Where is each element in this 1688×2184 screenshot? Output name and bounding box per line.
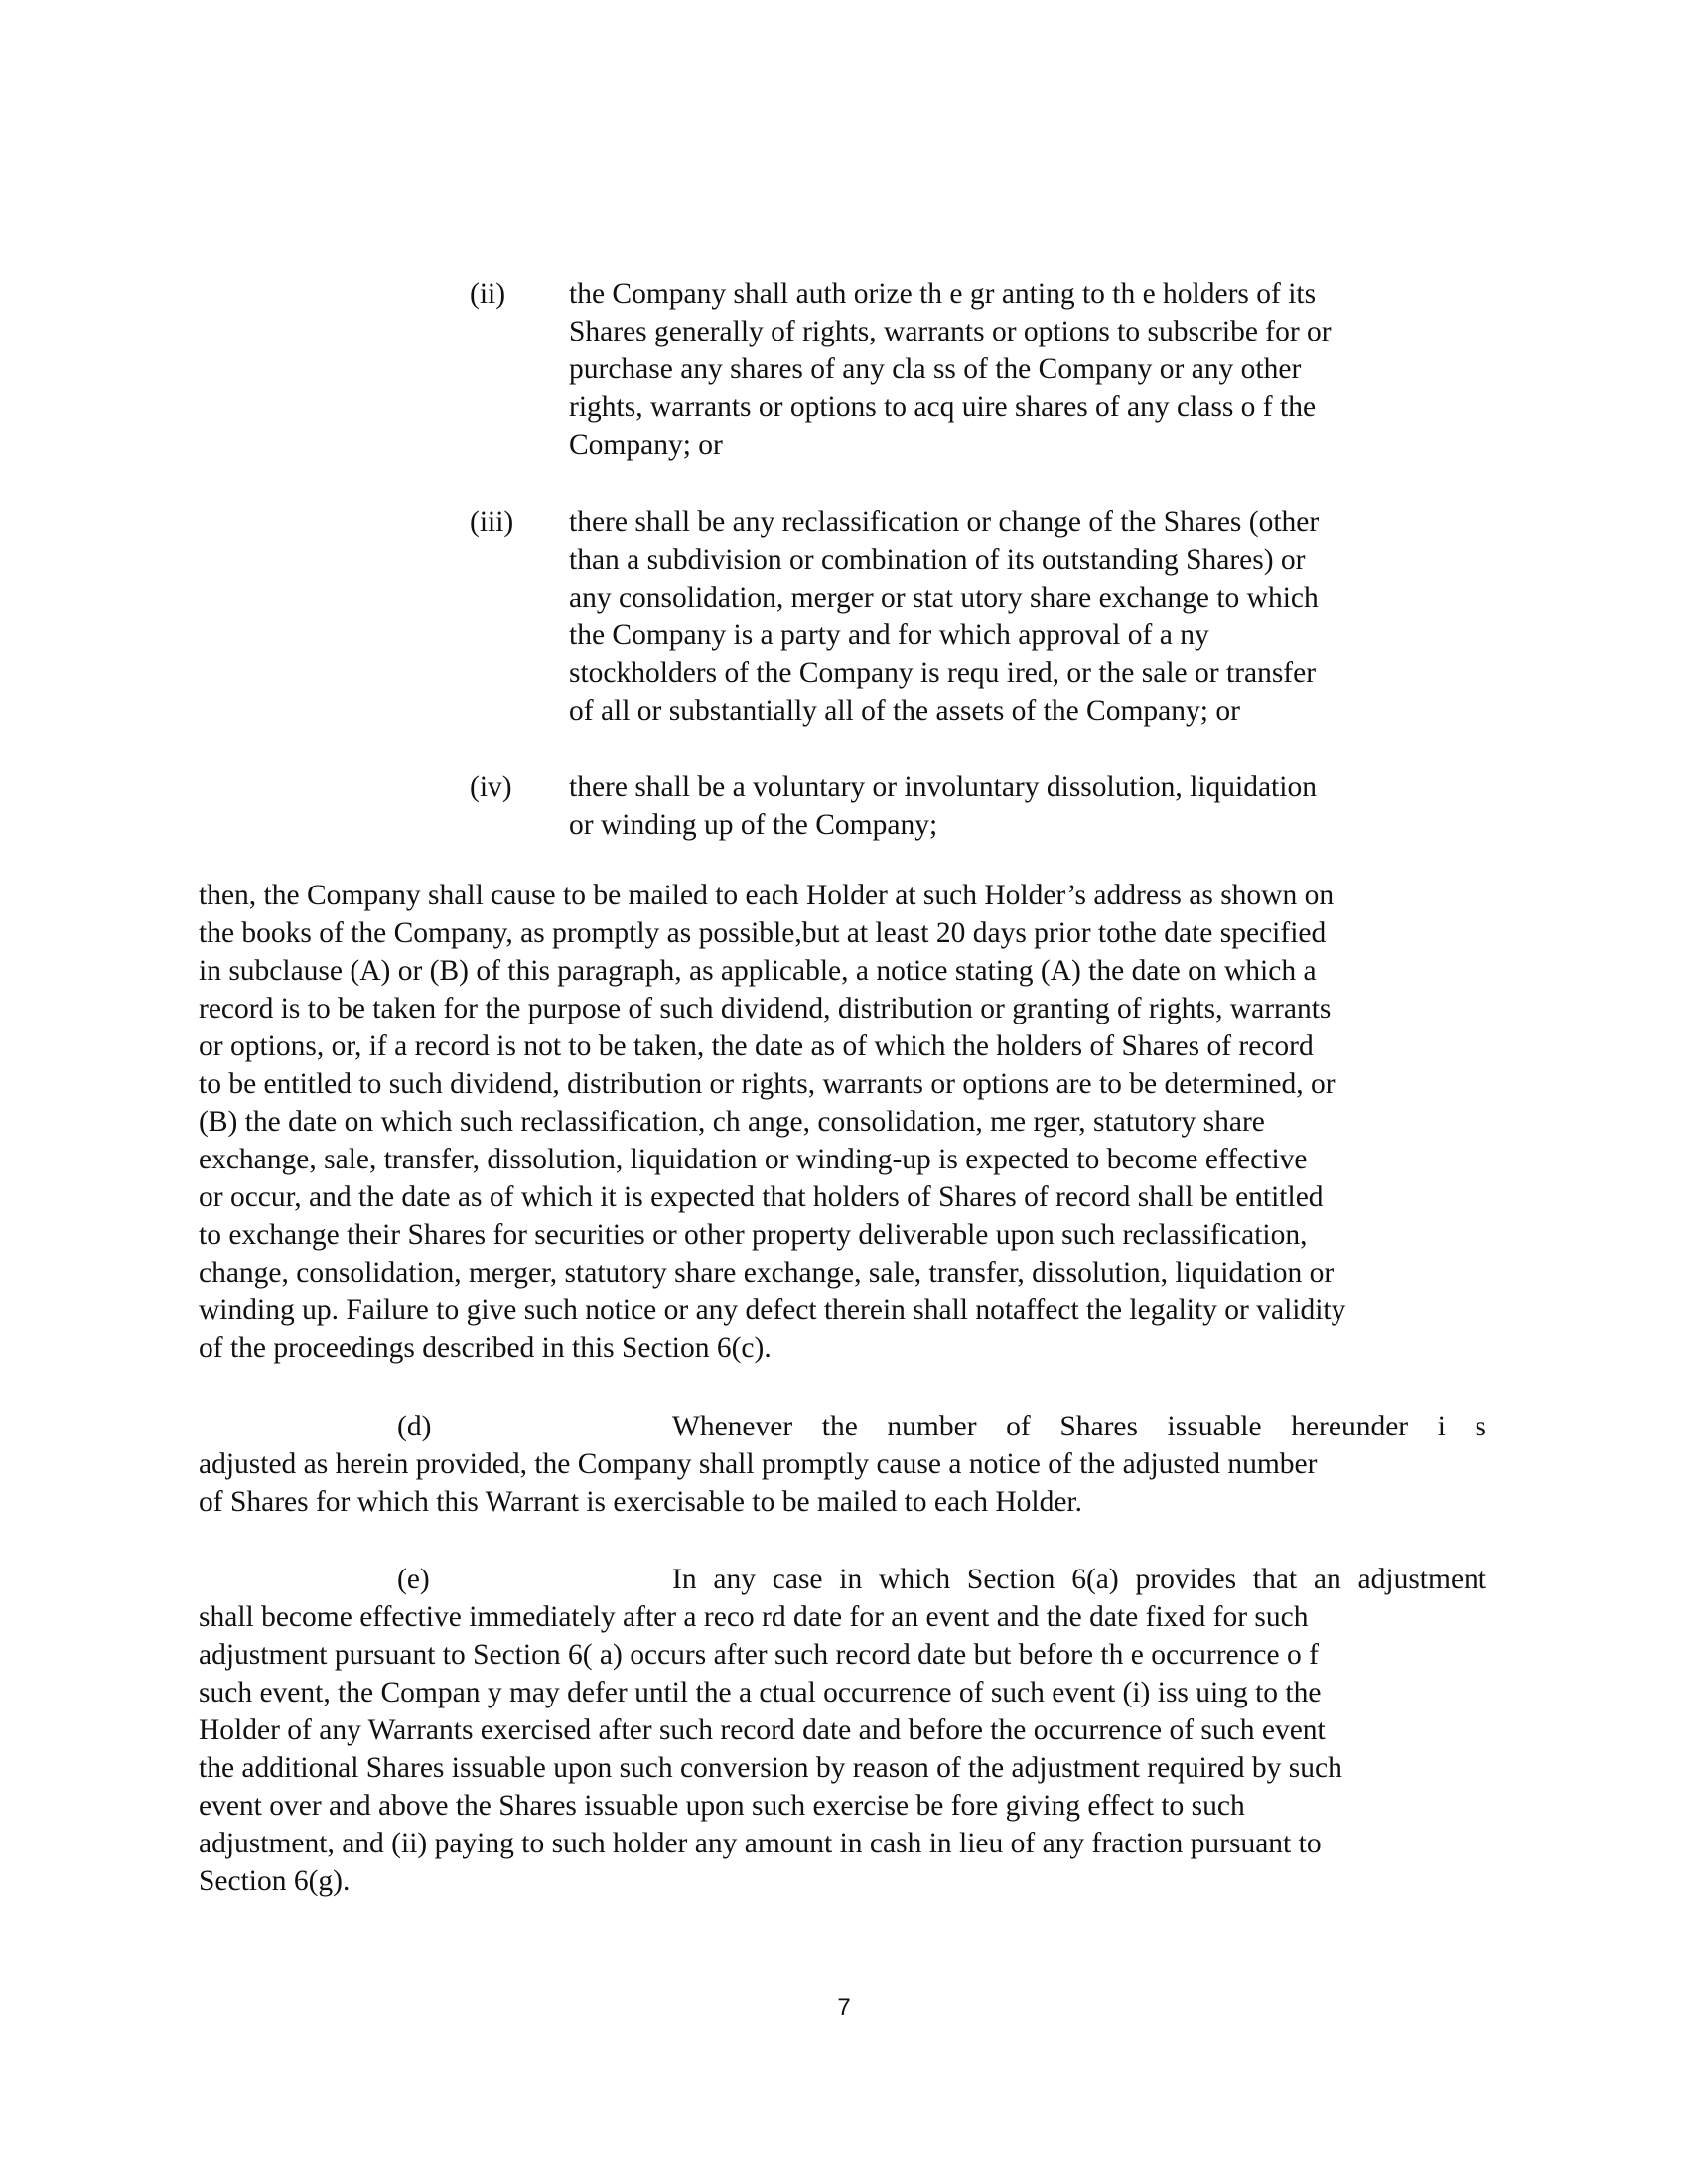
page-number: 7	[837, 1994, 851, 2021]
section-e-first-line: In any case in which Section 6(a) provides that an adjustment	[672, 1564, 1486, 1595]
section-e-text: shall become effective immediately after a reco rd date for an event and the date fixed for such adjustment pursuant to Section 6( a) occurs after such record date but before th e occurrence o f such event, the Compan y may defer until the a ctual occurrence of such event (i) iss uing to the Holder of any Warrants exercised after such record date and before the occurrence of such event the additional Shares issuable upon such conversion by reason of the adjustment required by such event over and above the Shares issuable upon such exercise be fore giving effect to such adjustment, and (ii) paying to such holder any amount in cash in lieu of any fraction pursuant to Section 6(g).	[199, 1601, 1342, 1897]
item-text: the Company shall auth orize th e gr anting to th e holders of its Shares generally of rights, warrants or options to subscribe for or purchase any shares of any cla ss of the Company or any other rights, warrants or options to acq uire shares of any class o f the Company; or	[569, 278, 1332, 461]
notice-paragraph: then, the Company shall cause to be mailed to each Holder at such Holder’s address as shown on the books of the Company, as promptly as possible,but at least 20 days prior tothe date specified in subclause (A) or (B) of this paragraph, as applicable, a notice stating (A) the date on which a record is to be taken for the purpose of such dividend, distribution or granting of rights, warrants or options, or, if a record is not to be taken, the date as of which the holders of Shares of record to be entitled to such dividend, distribution or rights, warrants or options are to be determined, or (B) the date on which such reclassification, ch ange, consolidation, me rger, statutory share exchange, sale, transfer, dissolution, liquidation or winding-up is expected to become effective or occur, and the date as of which it is expected that holders of Shares of record shall be entitled to exchange their Shares for securities or other property deliverable upon such reclassification, change, consolidation, merger, statutory share exchange, sale, transfer, dissolution, liquidation or winding up. Failure to give such notice or any defect therein shall notaffect the legality or validity of the proceedings described in this Section 6(c).	[199, 880, 1346, 1364]
item-number: (iii)	[470, 506, 514, 538]
section-d-text: adjusted as herein provided, the Company shall promptly cause a notice of the adjusted number of Shares for which this Warrant is exercisable to be mailed to each Holder.	[199, 1448, 1318, 1518]
item-number: (iv)	[470, 771, 512, 803]
item-number: (ii)	[470, 278, 506, 310]
section-d-number: (d)	[397, 1411, 432, 1442]
item-text: there shall be any reclassification or change of the Shares (other than a subdivision or combination of its outstanding Shares) or any consolidation, merger or stat utory share exchange to which the Company is a party and for which approval of a ny stockholders of the Company is requ ired, or the sale or transfer of all or substantially all of the assets of the Company; or	[569, 506, 1320, 727]
item-text: there shall be a voluntary or involuntary dissolution, liquidation or winding up of the Company;	[569, 771, 1317, 841]
section-d-first-line: Whenever the number of Shares issuable hereunder i s	[672, 1411, 1486, 1442]
section-e-number: (e)	[397, 1564, 430, 1595]
